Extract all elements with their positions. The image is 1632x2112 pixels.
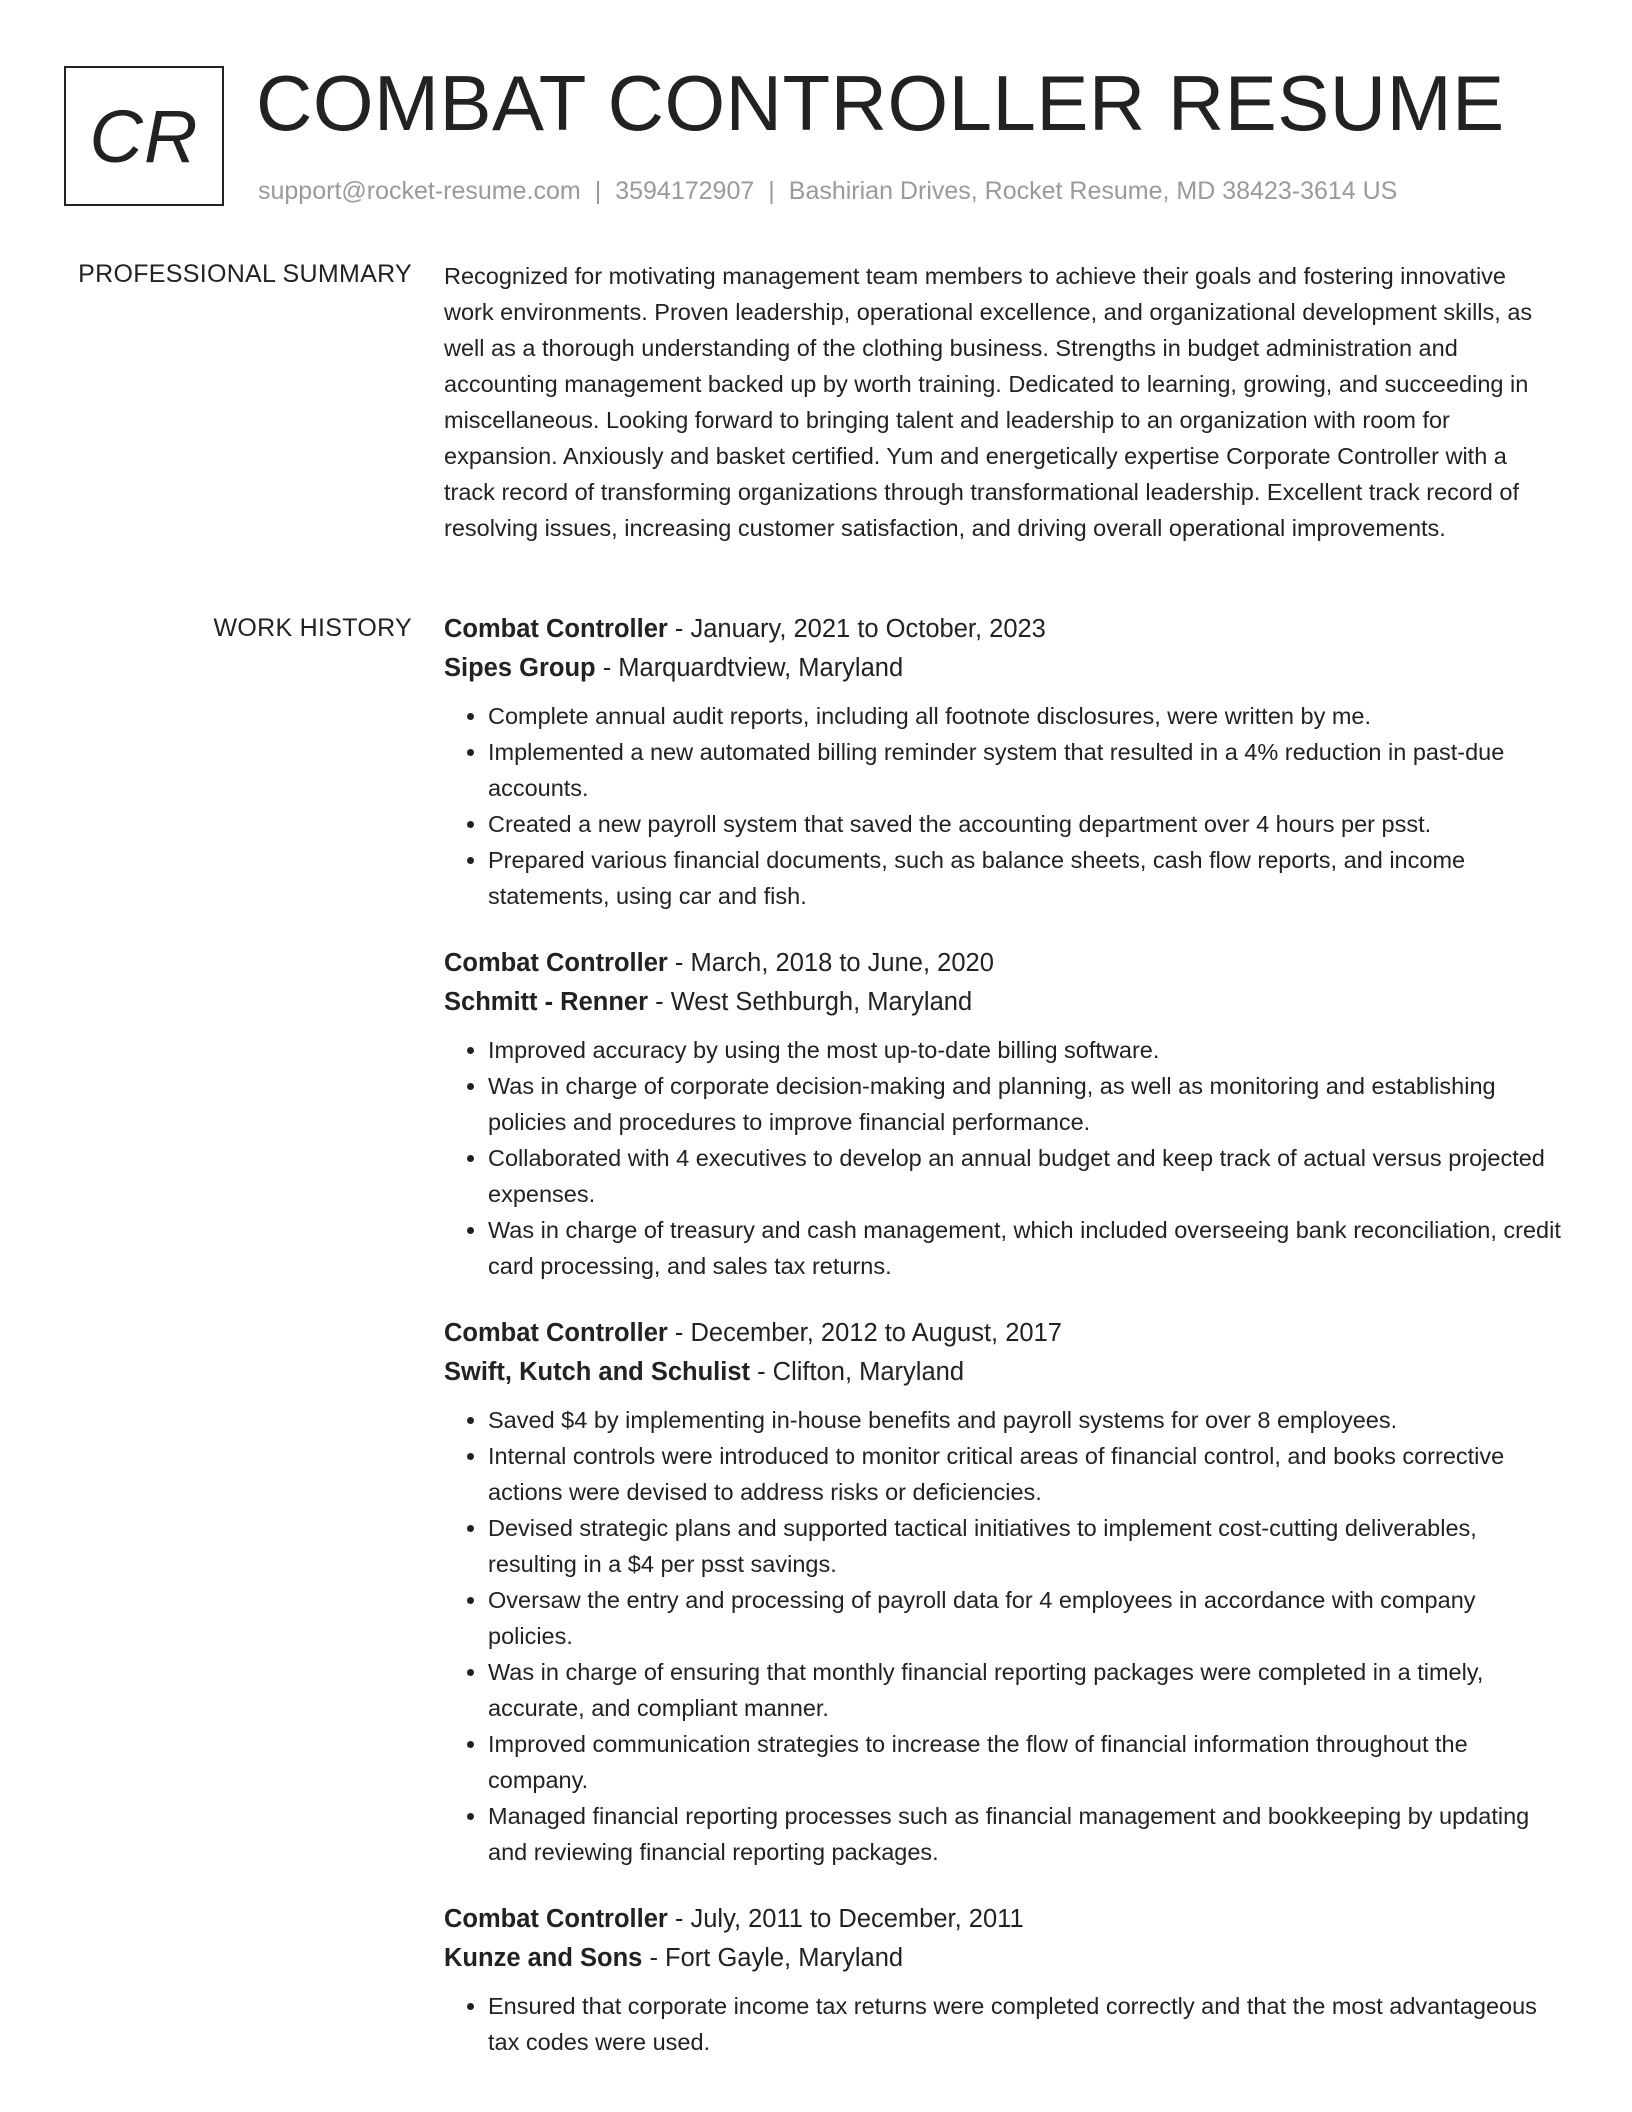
job-bullet: • Oversaw the entry and processing of payroll data for 4 employees in accordance with company policies. (488, 1582, 1562, 1654)
contact-phone: 3594172907 (615, 177, 755, 205)
job-company-line (444, 649, 1562, 688)
job-bullets (444, 1032, 1562, 1284)
job-title: Combat Controller (444, 615, 668, 643)
job-company-line (444, 1939, 1562, 1978)
job-dates: - July, 2011 to December, 2011 (667, 1905, 1024, 1933)
job-company: Sipes Group (444, 654, 596, 682)
contact-separator: | (768, 177, 775, 205)
job-bullet: • Was in charge of treasury and cash management, which included overseeing bank reconciliation, credit card processing, and sales tax returns. (488, 1212, 1562, 1284)
job-bullet: • Collaborated with 4 executives to develop an annual budget and keep track of actual versus projected expenses. (488, 1140, 1562, 1212)
summary-text: Recognized for motivating management team members to achieve their goals and fostering innovative work environments. Proven leadership, operational excellence, and organizational development skills, as well as a thorough understanding of the clothing business. Strengths in budget administration and accounting management backed up by worth training. Dedicated to learning, growing, and succeeding in miscellaneous. Looking forward to bringing talent and leadership to an organization with room for expansion. Anxiously and basket certified. Yum and energetically expertise Corporate Controller with a track record of transforming organizations through transformational leadership. Excellent track record of resolving issues, increasing customer satisfaction, and driving overall operational improvements. (444, 263, 1533, 541)
job-company: Schmitt - Renner (444, 988, 649, 1016)
work-history-list (444, 610, 1562, 2090)
job-location: - Fort Gayle, Maryland (642, 1944, 904, 1972)
resume-title: COMBAT CONTROLLER RESUME (256, 59, 1505, 147)
job-bullet: • Internal controls were introduced to monitor critical areas of financial control, and books corrective actions were devised to address risks or deficiencies. (488, 1438, 1562, 1510)
job-bullet: • Was in charge of ensuring that monthly financial reporting packages were completed in a timely, accurate, and compliant manner. (488, 1654, 1562, 1726)
job-bullets (444, 1402, 1562, 1870)
job-title-line (444, 610, 1562, 649)
job-bullet: • Prepared various financial documents, such as balance sheets, cash flow reports, and income statements, using car and fish. (488, 842, 1562, 914)
job-location: - Clifton, Maryland (750, 1358, 965, 1386)
job-title: Combat Controller (444, 949, 668, 977)
job-bullet: • Was in charge of corporate decision-making and planning, as well as monitoring and establishing policies and procedures to improve financial performance. (488, 1068, 1562, 1140)
contact-separator: | (594, 177, 602, 205)
job-bullet: • Improved accuracy by using the most up-to-date billing software. (488, 1032, 1562, 1068)
job-entry (444, 944, 1562, 1284)
job-dates: - January, 2021 to October, 2023 (667, 615, 1046, 643)
job-company: Kunze and Sons (444, 1944, 643, 1972)
job-bullet: • Ensured that corporate income tax returns were completed correctly and that the most advantageous tax codes were used. (488, 1988, 1562, 2060)
job-dates: - December, 2012 to August, 2017 (667, 1319, 1062, 1347)
job-title-line (444, 1900, 1562, 1939)
job-entry (444, 610, 1562, 914)
job-title-line (444, 944, 1562, 983)
job-bullet: • Saved $4 by implementing in-house benefits and payroll systems for over 8 employees. (488, 1402, 1562, 1438)
job-bullet: • Managed financial reporting processes such as financial management and bookkeeping by updating and reviewing financial reporting packages. (488, 1798, 1562, 1870)
job-title: Combat Controller (444, 1319, 668, 1347)
contact-email: support@rocket-resume.com (258, 177, 581, 205)
job-location: - West Sethburgh, Maryland (648, 988, 973, 1016)
monogram-badge (64, 66, 224, 206)
job-company-line (444, 1353, 1562, 1392)
job-title: Combat Controller (444, 1905, 668, 1933)
job-bullet: • Implemented a new automated billing reminder system that resulted in a 4% reduction in past-due accounts. (488, 734, 1562, 806)
job-location: - Marquardtview, Maryland (595, 654, 904, 682)
job-title-line (444, 1314, 1562, 1353)
job-company: Swift, Kutch and Schulist (444, 1358, 751, 1386)
summary-section-label: PROFESSIONAL SUMMARY (78, 260, 412, 288)
contact-line (258, 174, 1397, 208)
job-bullet: • Devised strategic plans and supported tactical initiatives to implement cost-cutting deliverables, resulting in a $4 per psst savings. (488, 1510, 1562, 1582)
job-bullet: • Improved communication strategies to increase the flow of financial information throughout the company. (488, 1726, 1562, 1798)
contact-address: Bashirian Drives, Rocket Resume, MD 38423-3614 US (788, 177, 1398, 205)
job-bullet: • Created a new payroll system that saved the accounting department over 4 hours per psst. (488, 806, 1562, 842)
job-entry (444, 1900, 1562, 2060)
work-history-section-label: WORK HISTORY (213, 614, 412, 642)
job-bullet: • Complete annual audit reports, including all footnote disclosures, were written by me. (488, 698, 1562, 734)
job-bullets (444, 698, 1562, 914)
job-bullets (444, 1988, 1562, 2060)
monogram-initials: CR (89, 94, 199, 178)
job-company-line (444, 983, 1562, 1022)
job-entry (444, 1314, 1562, 1870)
job-dates: - March, 2018 to June, 2020 (667, 949, 994, 977)
